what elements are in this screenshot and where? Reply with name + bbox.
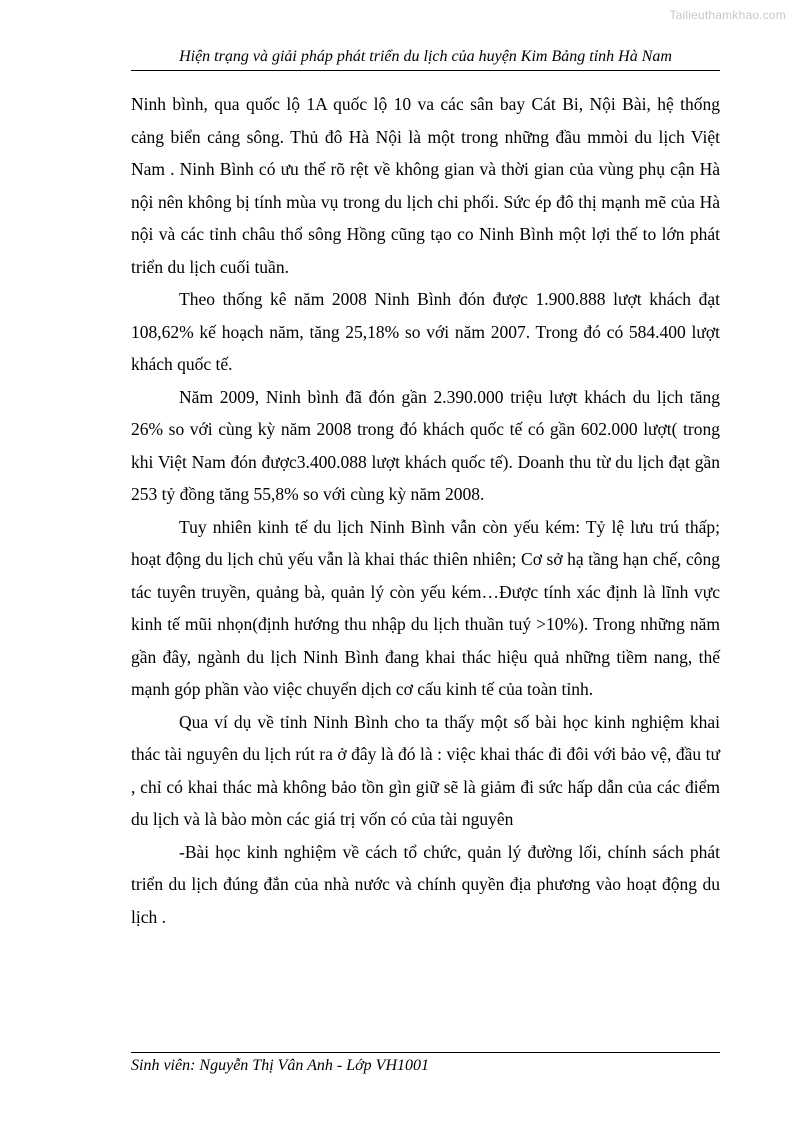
page-header-title: Hiện trạng và giải pháp phát triển du lịch của huyện Kim Bảng tỉnh Hà Nam [179, 48, 672, 65]
page-footer-author: Sinh viên: Nguyễn Thị Vân Anh - Lớp VH1001 [131, 1057, 429, 1074]
paragraph-5: Qua ví dụ về tỉnh Ninh Bình cho ta thấy một số bài học kinh nghiệm khai thác tài nguyên du lịch rút ra ở đây là đó là : việc khai thác đi đôi với bảo vệ, đầu tư , chỉ có khai thác mà không bảo tồn gìn giữ sẽ là giảm đi sức hấp dẫn của các điểm du lịch và là bào mòn các giá trị vốn có của tài nguyên [131, 711, 720, 829]
paragraph-1: Ninh bình, qua quốc lộ 1A quốc lộ 10 va các sân bay Cát Bi, Nội Bài, hệ thống cảng biển cảng sông. Thủ đô Hà Nội là một trong những đầu mmòi du lịch Việt Nam . Ninh Bình có ưu thế rõ rệt về không gian và thời gian của vùng phụ cận Hà nội nên không bị tính mùa vụ trong du lịch chi phối. Sức ép đô thị mạnh mẽ của Hà nội và các tỉnh châu thổ sông Hồng cũng tạo co Ninh Bình một lợi thế to lớn phát triển du lịch cuối tuần. [131, 94, 720, 277]
footer-divider [131, 1052, 720, 1053]
paragraph-6: -Bài học kinh nghiệm về cách tổ chức, quản lý đường lối, chính sách phát triển du lịch đúng đắn của nhà nước và chính quyền địa phương vào hoạt động du lịch . [131, 841, 720, 927]
header-divider [131, 70, 720, 71]
paragraph-3: Năm 2009, Ninh bình đã đón gần 2.390.000 triệu lượt khách du lịch tăng 26% so với cùng kỳ năm 2008 trong đó khách quốc tế có gần 602.000 lượt( trong khi Việt Nam đón được3.400.088 lượt khách quốc tế). Doanh thu từ du lịch đạt gần 253 tỷ đồng tăng 55,8% so với cùng kỳ năm 2008. [131, 386, 720, 504]
watermark: Tailieuthamkhao.com [669, 8, 786, 22]
document-body [131, 88, 720, 933]
paragraph-2: Theo thống kê năm 2008 Ninh Bình đón được 1.900.888 lượt khách đạt 108,62% kế hoạch năm, tăng 25,18% so với năm 2007. Trong đó có 584.400 lượt khách quốc tế. [131, 289, 720, 374]
paragraph-4: Tuy nhiên kinh tế du lịch Ninh Bình vẫn còn yếu kém: Tỷ lệ lưu trú thấp; hoạt động du lịch chủ yếu vẫn là khai thác thiên nhiên; Cơ sở hạ tầng hạn chế, công tác tuyên truyền, quảng bà, quản lý còn yếu kém…Được tính xác định là lĩnh vực kinh tế mũi nhọn(định hướng thu nhập du lịch thuần tuý >10%). Trong những năm gần đây, ngành du lịch Ninh Bình đang khai thác hiệu quả những tiềm nang, thế mạnh góp phần vào việc chuyển dịch cơ cấu kinh tế của toàn tỉnh. [131, 516, 720, 699]
